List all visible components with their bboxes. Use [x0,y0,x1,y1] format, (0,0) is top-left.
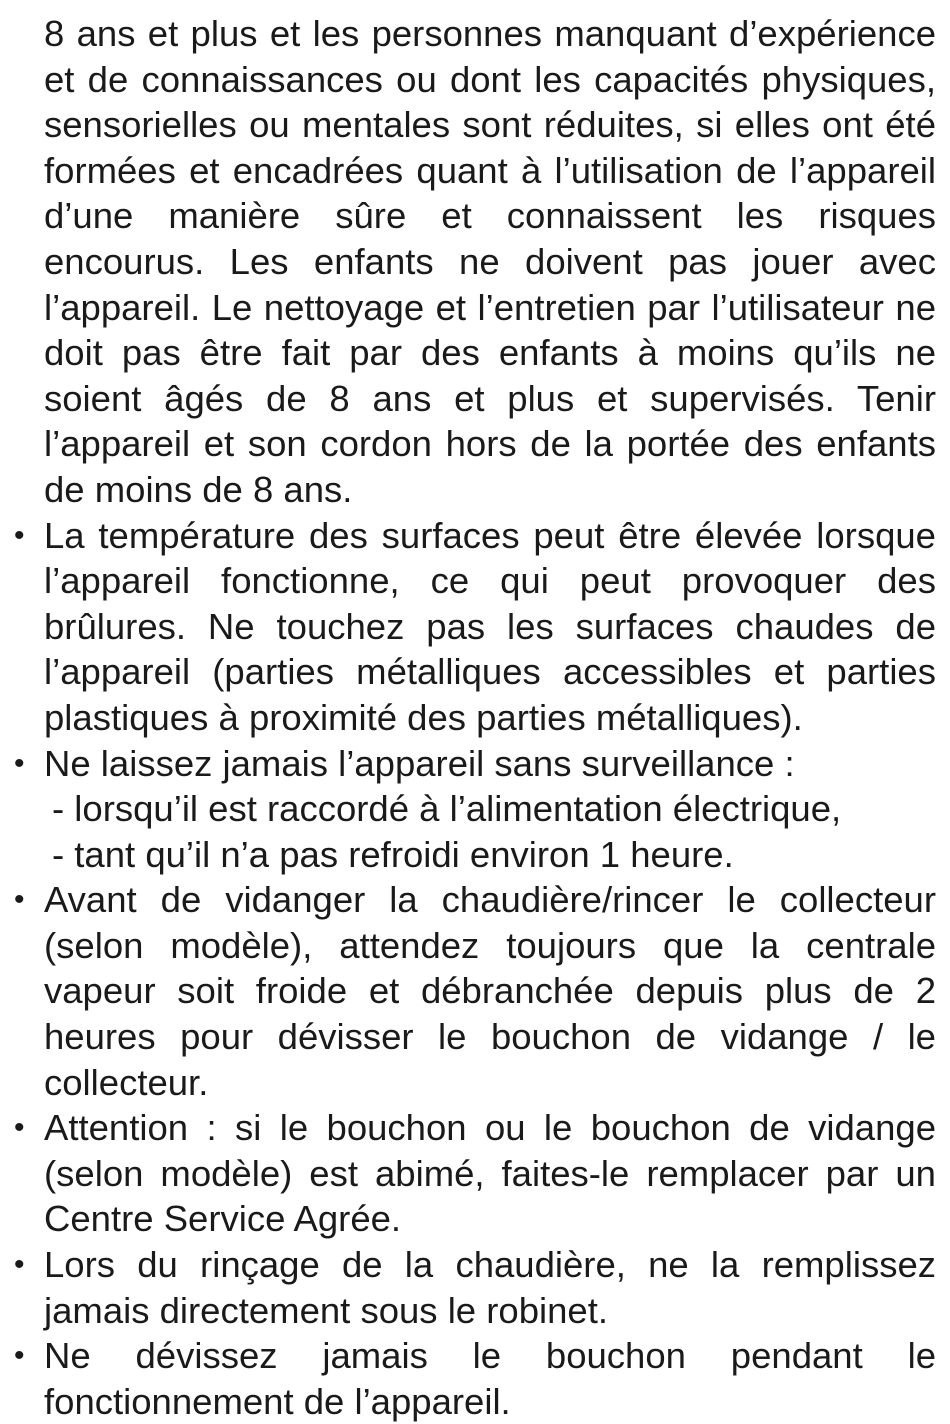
list-item [0,741,936,878]
list-item-text: Ne dévissez jamais le bouchon pendant le fonctionnement de l’appareil. [44,1335,936,1422]
bullet-icon: • [14,1111,25,1145]
safety-instructions [0,11,950,1424]
bullet-icon: • [14,1339,25,1373]
list-item [0,513,936,741]
list-item-text: Attention : si le bouchon ou le bouchon de vidange (selon modèle) est abimé, faites-le remplacer par un Centre Service Agrée. [44,1107,936,1240]
bullet-icon: • [14,883,25,917]
list-item [0,1242,936,1333]
list-item [0,877,936,1105]
list-item [0,1105,936,1242]
bullet-icon: • [14,518,25,552]
list-item-text: La température des surfaces peut être élevée lorsque l’appareil fonctionne, ce qui peut provoquer des brûlures. Ne touchez pas les surfaces chaudes de l’appareil (parties métalliques accessibles et parties plastiques à proximité des parties métalliques). [44,514,936,738]
sub-item: - tant qu’il n’a pas refroidi environ 1 heure. [52,833,734,875]
bullet-icon: • [14,1248,25,1282]
intro-paragraph: 8 ans et plus et les personnes manquant d’expérience et de connaissances ou dont les capacités physiques, sensorielles ou mentales sont réduites, si elles ont été formées et encadrées quant à l’utilisation de l’appareil d’une manière sûre et connaissent les risques encourus. Les enfants ne doivent pas jouer avec l’appareil. Le nettoyage et l’entretien par l’utilisateur ne doit pas être fait par des enfants à moins qu’ils ne soient âgés de 8 ans et plus et supervisés. Tenir l’appareil et son cordon hors de la portée des enfants de moins de 8 ans. [44,13,936,510]
sub-item: - lorsqu’il est raccordé à l’alimentation électrique, [52,788,842,830]
list-item [0,1333,936,1424]
list-item-text: Ne laissez jamais l’appareil sans surveillance : [44,742,795,784]
list-item-text: Lors du rinçage de la chaudière, ne la remplissez jamais directement sous le robinet. [44,1244,936,1331]
list-item-text: Avant de vidanger la chaudière/rincer le collecteur (selon modèle), attendez toujours que la centrale vapeur soit froide et débranchée depuis plus de 2 heures pour dévisser le bouchon de vidange / le collecteur. [44,879,936,1103]
bullet-icon: • [14,746,25,780]
